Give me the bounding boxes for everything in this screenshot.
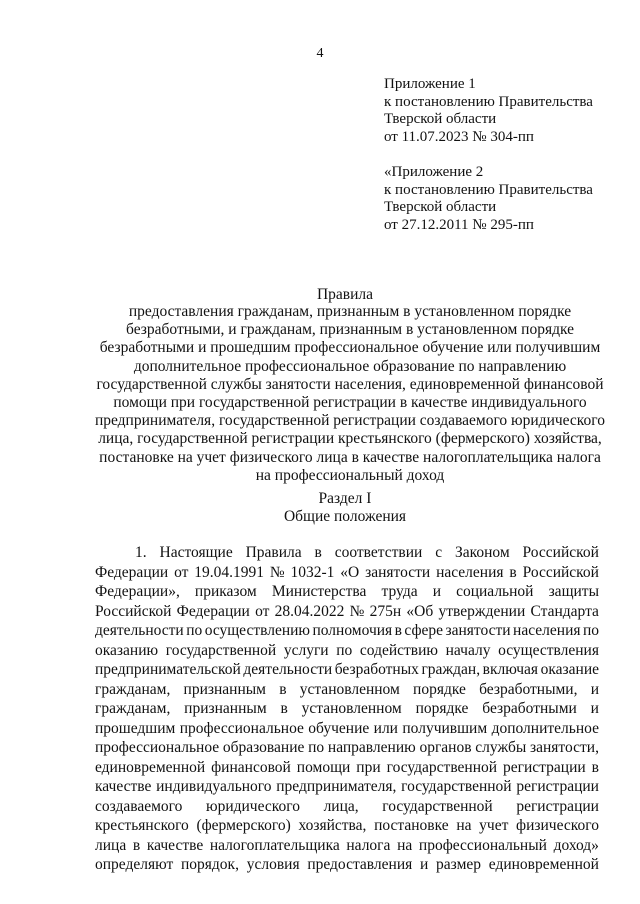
paragraph-line bbox=[95, 660, 599, 680]
paragraph-word: Российской bbox=[522, 544, 599, 561]
paragraph-word: Российской bbox=[95, 602, 172, 620]
paragraph-word: качестве bbox=[95, 778, 152, 795]
paragraph-word: качестве bbox=[146, 836, 204, 854]
paragraph-line bbox=[95, 582, 599, 602]
paragraph-word: и bbox=[420, 856, 429, 873]
paragraph-word: услуги bbox=[283, 641, 329, 659]
paragraph-word: помощи bbox=[296, 758, 351, 776]
paragraph-word: доход» bbox=[553, 836, 599, 854]
paragraph-word: или bbox=[373, 719, 398, 737]
paragraph-word: соответствии bbox=[334, 544, 423, 561]
paragraph-word: осуществления bbox=[498, 641, 599, 659]
paragraph-word: «О bbox=[340, 563, 360, 581]
subtitle-line: на профессиональный доход bbox=[255, 466, 445, 484]
subtitle-line: лица, государственной регистрации крестьянского (фермерского) хозяйства, bbox=[98, 430, 602, 448]
paragraph-word: регистрации bbox=[503, 758, 586, 776]
paragraph-word: юридического bbox=[206, 797, 300, 815]
paragraph-line bbox=[95, 621, 599, 641]
paragraph-line bbox=[95, 602, 599, 622]
paragraph-word: сфере bbox=[404, 622, 444, 639]
paragraph-word: осуществлению bbox=[204, 622, 311, 639]
paragraph-word: определяют bbox=[95, 856, 174, 873]
paragraph-word: предоставления bbox=[307, 856, 413, 873]
subtitle-line: постановке на учет физического лица в качестве налогоплательщика налога bbox=[99, 448, 601, 466]
paragraph-word: № bbox=[269, 563, 285, 581]
paragraph-word: профессиональное bbox=[95, 739, 220, 756]
paragraph-word: направлению bbox=[327, 739, 416, 756]
appendix-2-block bbox=[384, 164, 593, 234]
paragraph-word: хозяйства, bbox=[298, 817, 367, 834]
document-subtitle bbox=[80, 303, 620, 485]
paragraph-word: порядке bbox=[413, 680, 466, 698]
paragraph-word: установленном bbox=[301, 700, 402, 717]
paragraph-word: государственной bbox=[165, 641, 277, 659]
paragraph-word: дополнительное bbox=[491, 719, 599, 737]
paragraph-word: предпринимателя, bbox=[276, 778, 397, 795]
paragraph-word: условия bbox=[246, 856, 300, 873]
paragraph-word: государственной bbox=[382, 797, 493, 815]
paragraph-word: оказание bbox=[540, 661, 599, 678]
paragraph-word: размер bbox=[436, 856, 482, 873]
subtitle-line: предпринимателя, государственной регистрации создаваемого юридического bbox=[94, 412, 606, 430]
paragraph-word: Федерации», bbox=[95, 583, 180, 600]
paragraph-word: занятости, bbox=[529, 739, 599, 756]
paragraph-word: Стандарта bbox=[530, 602, 599, 620]
paragraph-word: государственной bbox=[386, 758, 498, 776]
paragraph-word: учет bbox=[479, 817, 509, 834]
paragraph-word: Федерации bbox=[95, 563, 169, 581]
paragraph-word: порядок, bbox=[181, 856, 239, 873]
paragraph-word: и bbox=[432, 583, 441, 600]
paragraph-word: с bbox=[435, 544, 443, 561]
paragraph-line bbox=[95, 641, 599, 661]
paragraph-word: Правила bbox=[245, 544, 302, 561]
paragraph-word: от bbox=[174, 563, 189, 581]
paragraph-word: утверждении bbox=[438, 602, 526, 620]
paragraph-word: 19.04.1991 bbox=[194, 563, 264, 581]
paragraph-word: финансовой bbox=[211, 758, 291, 776]
paragraph-word: признанным bbox=[184, 700, 267, 717]
paragraph-word: единовременной bbox=[488, 856, 599, 873]
paragraph-word: социальной bbox=[456, 583, 534, 600]
paragraph-word: гражданам, bbox=[95, 700, 171, 717]
paragraph-word: физического bbox=[516, 817, 599, 834]
paragraph-word: налогоплательщика bbox=[209, 836, 340, 854]
paragraph-word: населения bbox=[436, 563, 504, 581]
paragraph-word: установленном bbox=[299, 680, 400, 698]
paragraph-line bbox=[95, 738, 599, 758]
paragraph-word: 28.04.2022 bbox=[274, 602, 345, 620]
section-number: Раздел I bbox=[318, 490, 372, 507]
paragraph-line bbox=[95, 719, 599, 739]
paragraph-word: полномочия bbox=[312, 622, 393, 639]
paragraph-line bbox=[95, 855, 599, 875]
subtitle-line: предоставления гражданам, признанным в установленном порядке bbox=[128, 303, 572, 320]
paragraph-line bbox=[95, 758, 599, 778]
paragraph-word: труда bbox=[381, 583, 418, 600]
paragraph-word: обучение bbox=[308, 719, 370, 737]
paragraph-word: безработными, bbox=[479, 680, 578, 698]
paragraph-word: службы bbox=[475, 739, 527, 756]
appendix-1-line: Приложение 1 bbox=[384, 76, 476, 92]
paragraph-word: органов bbox=[419, 739, 472, 756]
paragraph-word: Министерства bbox=[271, 583, 367, 600]
paragraph-word: Федерации bbox=[176, 602, 250, 620]
paragraph-word: занятости bbox=[365, 563, 431, 581]
paragraph-word: по bbox=[308, 739, 325, 756]
paragraph-word: деятельности bbox=[243, 661, 333, 678]
paragraph-word: Настоящие bbox=[159, 544, 233, 561]
paragraph-word: при bbox=[356, 758, 381, 776]
paragraph-word: в bbox=[280, 700, 288, 717]
paragraph-word: приказом bbox=[194, 583, 257, 600]
appendix-2-line: Тверской области bbox=[384, 199, 497, 215]
paragraph-word: на bbox=[397, 836, 413, 854]
paragraph-word: получившим bbox=[402, 719, 488, 737]
paragraph-word: признанным bbox=[183, 680, 266, 698]
subtitle-line: безработными, и гражданам, признанным в установленном порядке bbox=[126, 321, 574, 339]
paragraph-word: прошедшим bbox=[95, 719, 176, 737]
appendix-1-line: Тверской области bbox=[384, 111, 497, 127]
paragraph-word: по bbox=[582, 622, 599, 639]
paragraph-word: создаваемого bbox=[95, 797, 183, 815]
paragraph-word: налога bbox=[346, 836, 391, 854]
paragraph-word: регистрации bbox=[516, 797, 599, 815]
paragraph-line bbox=[95, 699, 599, 719]
paragraph-word: деятельности bbox=[95, 622, 184, 639]
paragraph-word: началу bbox=[445, 641, 491, 659]
paragraph-word: безработными bbox=[482, 700, 577, 717]
paragraph-word: единовременной bbox=[95, 758, 206, 776]
page-number: 4 bbox=[316, 46, 324, 61]
subtitle-line: государственной службы занятости населения, единовременной финансовой bbox=[96, 375, 604, 393]
paragraph-word: порядке bbox=[415, 700, 469, 717]
subtitle-line: безработными и прошедшим профессиональное обучение или получившим bbox=[99, 339, 601, 357]
paragraph-word: по bbox=[336, 641, 353, 659]
paragraph-word: от bbox=[255, 602, 270, 620]
subtitle-line: помощи при государственной регистрации в качестве индивидуального bbox=[113, 394, 587, 412]
paragraph-word: населения bbox=[513, 622, 581, 639]
paragraph-word: Российской bbox=[522, 563, 599, 581]
paragraph-word: в bbox=[394, 622, 402, 639]
paragraph-word: (фермерского) bbox=[196, 817, 291, 834]
paragraph-word: «Об bbox=[406, 602, 434, 620]
paragraph-line bbox=[95, 816, 599, 836]
paragraph-word: постановке bbox=[374, 817, 449, 834]
paragraph-word: в bbox=[279, 680, 287, 698]
paragraph-word: в bbox=[314, 544, 322, 561]
paragraph-word: 275н bbox=[369, 602, 402, 620]
paragraph-word: регистрации bbox=[516, 778, 599, 795]
paragraph-line bbox=[135, 543, 599, 563]
appendix-2-line: к постановлению Правительства bbox=[384, 181, 593, 198]
appendix-2-line: от 27.12.2011 № 295-пп bbox=[384, 216, 534, 233]
paragraph-line bbox=[95, 777, 599, 797]
paragraph-word: № bbox=[349, 602, 365, 620]
paragraph-line bbox=[95, 836, 599, 856]
paragraph-word: крестьянского bbox=[95, 817, 189, 834]
paragraph-word: включая bbox=[482, 661, 539, 678]
paragraph-word: безработных bbox=[334, 661, 419, 678]
section-title: Общие положения bbox=[283, 508, 407, 525]
subtitle-line: дополнительное профессиональное образование по направлению bbox=[133, 357, 567, 375]
paragraph-1 bbox=[95, 543, 599, 875]
appendix-1-line: к постановлению Правительства bbox=[384, 93, 593, 110]
paragraph-word: в bbox=[509, 563, 517, 581]
paragraph-word: лица, bbox=[323, 797, 359, 815]
paragraph-word: предпринимательской bbox=[95, 661, 241, 678]
paragraph-word: профессиональное bbox=[179, 719, 304, 737]
paragraph-line bbox=[95, 797, 599, 817]
paragraph-line bbox=[95, 680, 599, 700]
paragraph-word: гражданам, bbox=[95, 680, 171, 698]
paragraph-word: граждан, bbox=[421, 661, 481, 678]
paragraph-word: содействию bbox=[359, 641, 438, 659]
paragraph-word: и bbox=[590, 680, 599, 698]
appendix-2-line: «Приложение 2 bbox=[384, 164, 484, 180]
document-title: Правила bbox=[316, 286, 374, 303]
appendix-1-block bbox=[384, 76, 593, 146]
paragraph-word: и bbox=[590, 700, 599, 717]
appendix-1-line: от 11.07.2023 № 304-пп bbox=[384, 128, 534, 145]
paragraph-word: в bbox=[132, 836, 141, 854]
paragraph-word: образование bbox=[222, 739, 305, 756]
paragraph-word: государственной bbox=[401, 778, 512, 795]
paragraph-word: 1. bbox=[135, 544, 147, 561]
paragraph-word: лица bbox=[95, 836, 127, 854]
paragraph-word: оказанию bbox=[95, 641, 159, 659]
paragraph-word: 1032-1 bbox=[290, 563, 335, 581]
paragraph-word: профессиональный bbox=[418, 836, 547, 854]
paragraph-word: в bbox=[591, 758, 599, 776]
paragraph-word: занятости bbox=[445, 622, 511, 639]
paragraph-word: по bbox=[186, 622, 203, 639]
paragraph-line bbox=[95, 563, 599, 583]
paragraph-word: Законом bbox=[454, 544, 510, 561]
paragraph-word: защиты bbox=[548, 583, 599, 600]
paragraph-word: индивидуального bbox=[156, 778, 272, 795]
paragraph-word: на bbox=[456, 817, 472, 834]
